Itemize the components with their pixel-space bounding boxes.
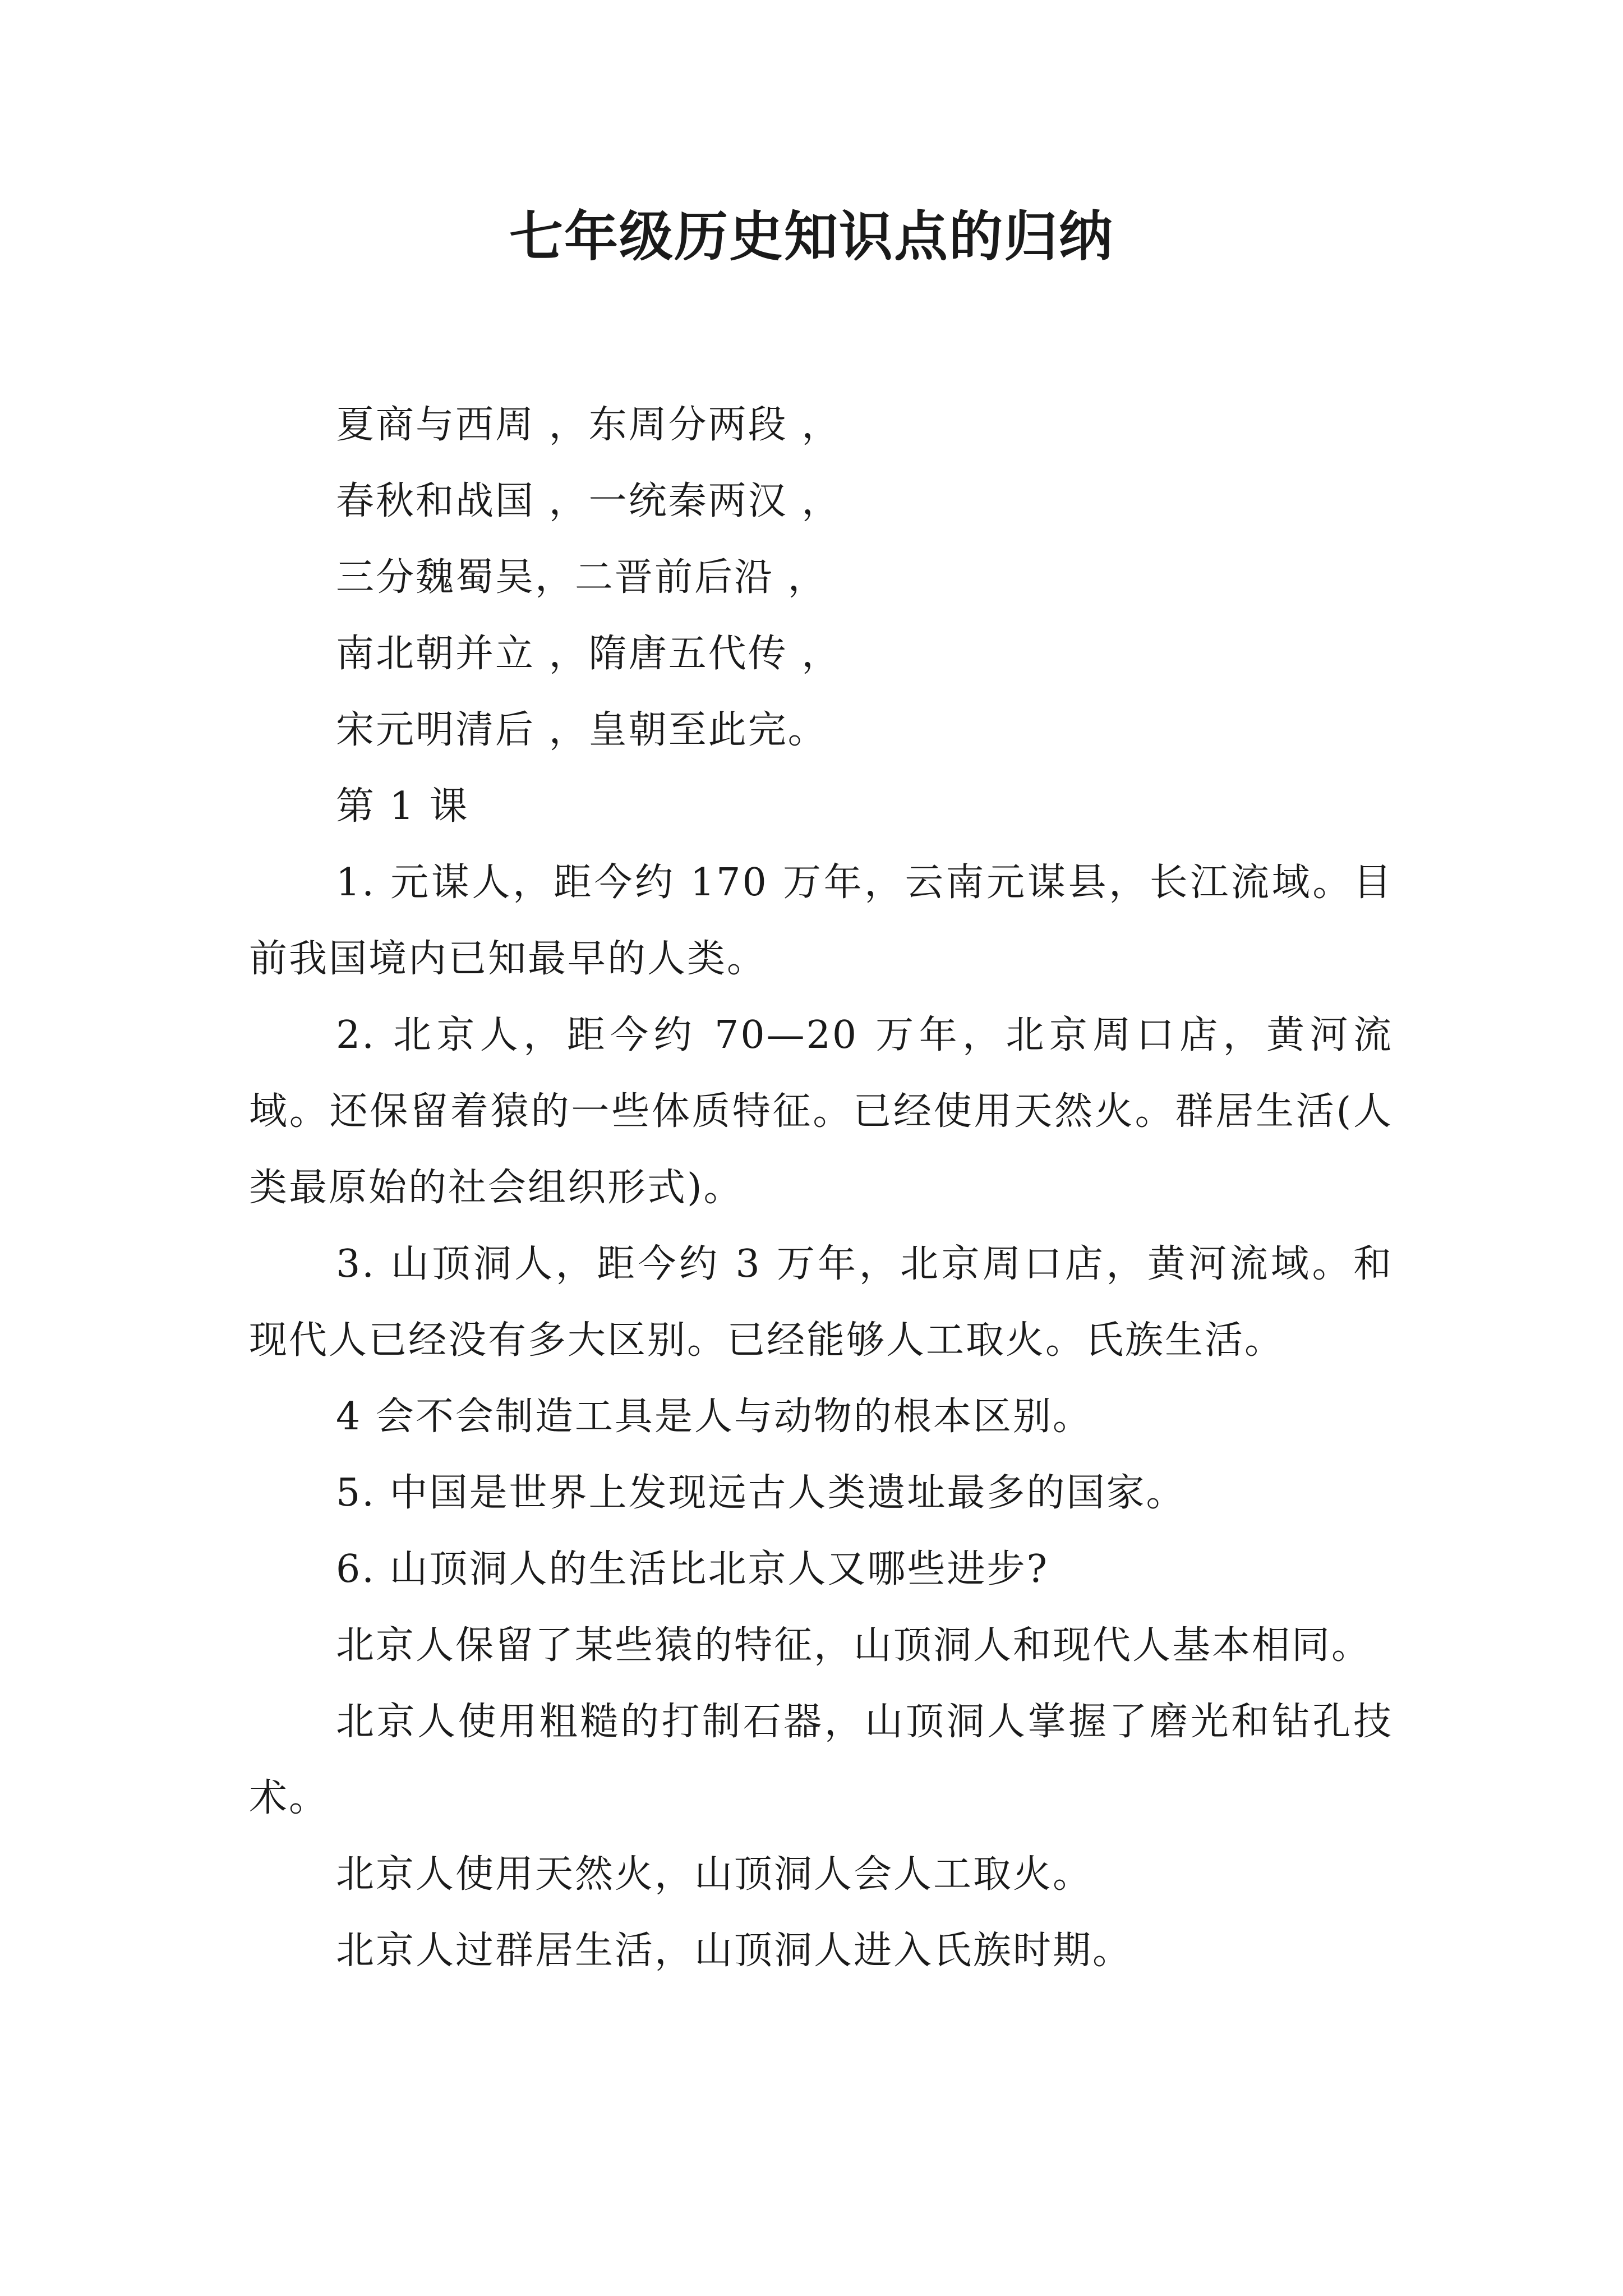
paragraph-question: 6. 山顶洞人的生活比北京人又哪些进步? [336,1547,1049,1591]
poem-line-5: 宋元明清后 ，皇朝至此完。 [336,708,828,752]
paragraph-answer-2: 北京人使用粗糙的打制石器，山顶洞人掌握了磨光和钻孔技术。 [249,1700,1393,1820]
paragraph-upper-cave: 3. 山顶洞人，距今约 3 万年，北京周口店，黄河流域。和现代人已经没有多大区别。已经能够人工取火。氏族生活。 [249,1242,1393,1363]
poem-line-4: 南北朝并立 ，隋唐五代传 ， [336,632,842,676]
poem-line-1: 夏商与西周 ，东周分两段 ， [336,403,842,447]
poem-line-2: 春秋和战国 ，一统秦两汉 ， [336,479,842,523]
paragraph-answer-4: 北京人过群居生活，山顶洞人进入氏族时期。 [336,1929,1133,1973]
poem-line-3: 三分魏蜀吴，二晋前后沿 ， [336,555,828,600]
page-title: 七年级历史知识点的归纳 [509,205,1114,268]
paragraph-answer-1: 北京人保留了某些猿的特征，山顶洞人和现代人基本相同。 [336,1623,1372,1668]
lesson-heading: 第 1 课 [336,784,469,829]
paragraph-beijing-man: 2. 北京人，距今约 70—20 万年，北京周口店，黄河流域。还保留着猿的一些体质特征。已经使用天然火。群居生活(人类最原始的社会组织形式)。 [249,1013,1393,1210]
paragraph-yuanmou: 1. 元谋人，距今约 170 万年，云南元谋县，长江流域。目前我国境内已知最早的人类。 [249,861,1393,981]
paragraph-sites: 5. 中国是世界上发现远古人类遗址最多的国家。 [336,1471,1186,1515]
document-body [249,387,1393,1989]
paragraph-answer-3: 北京人使用天然火，山顶洞人会人工取火。 [336,1852,1093,1897]
paragraph-tools: 4 会不会制造工具是人与动物的根本区别。 [336,1395,1092,1439]
